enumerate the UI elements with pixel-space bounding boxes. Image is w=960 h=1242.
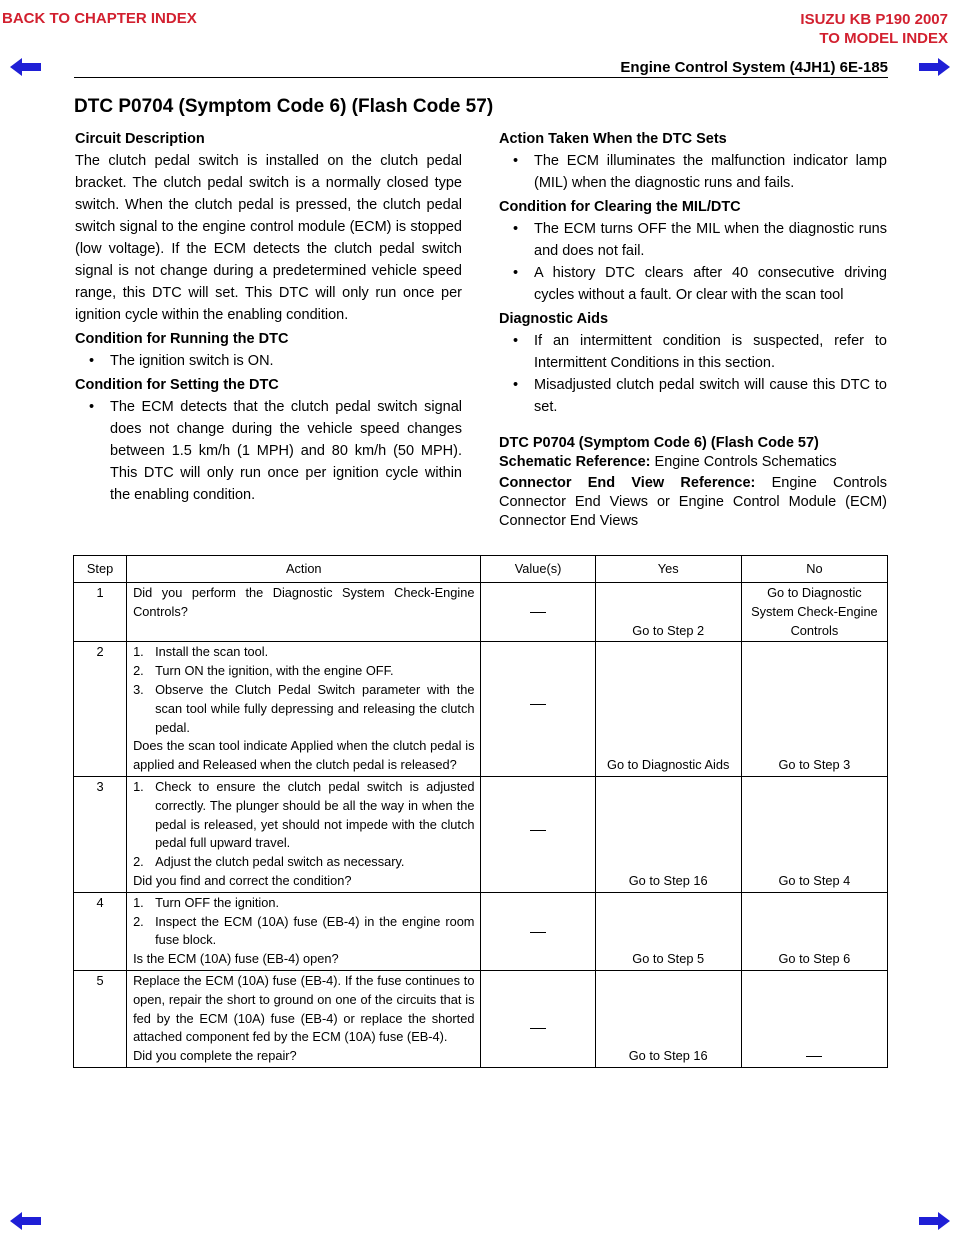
page-header-title: Engine Control System (4JH1) 6E-185 [620, 59, 888, 76]
back-to-chapter-index-link[interactable]: BACK TO CHAPTER INDEX [2, 10, 197, 27]
step-list-item: 1. Check to ensure the clutch pedal switch is adjusted correctly. The plunger should be all the way in when the pedal is released, yet should not impede with the clutch pedal full upward travel. [133, 778, 475, 851]
step-yes: Go to Step 16 [595, 776, 741, 892]
action-taken-heading: Action Taken When the DTC Sets [499, 131, 727, 147]
model-line-2: TO MODEL INDEX [819, 30, 948, 47]
step-text: Replace the ECM (10A) fuse (EB-4). If the fuse continues to open, repair the short to ground on one of the circuits that is fed by the ECM (10A) fuse (EB-4) or replace the shorted attached component fed by the ECM (10A) fuse (EB-4). [133, 972, 475, 1045]
model-index-link[interactable] [800, 10, 948, 48]
dash-icon [530, 704, 546, 705]
bullet-icon: • [513, 377, 519, 393]
bullet-icon: • [513, 153, 519, 169]
step-action [127, 970, 481, 1067]
dash-icon [530, 1028, 546, 1029]
prev-page-arrow-icon[interactable] [10, 58, 42, 76]
step-value [481, 776, 595, 892]
running-condition-item: • The ignition switch is ON. [89, 350, 462, 372]
table-header-row [74, 556, 888, 583]
step-no: Go to Step 4 [741, 776, 887, 892]
diagnostic-steps-table [73, 555, 888, 1068]
clearing-condition-heading: Condition for Clearing the MIL/DTC [499, 199, 741, 215]
step-value [481, 892, 595, 970]
clearing-condition-item: • A history DTC clears after 40 consecutive driving cycles without a fault. Or clear with the scan tool [513, 262, 887, 306]
clearing-condition-item: • The ECM turns OFF the MIL when the diagnostic runs and does not fail. [513, 218, 887, 262]
table-row [74, 776, 888, 892]
step-no: Go to Step 6 [741, 892, 887, 970]
header-step: Step [74, 556, 127, 583]
right-column [499, 126, 887, 531]
table-row [74, 892, 888, 970]
step-number: 1 [74, 583, 127, 642]
step-list-item: 2. Inspect the ECM (10A) fuse (EB-4) in the engine room fuse block. [133, 913, 475, 948]
left-column [75, 126, 462, 506]
table-row [74, 970, 888, 1067]
header-rule [74, 77, 888, 78]
bullet-icon: • [513, 265, 519, 281]
step-list-item: 1. Install the scan tool. [133, 644, 269, 660]
step-number: 4 [74, 892, 127, 970]
step-question: Did you complete the repair? [133, 1048, 297, 1064]
model-line-1: ISUZU KB P190 2007 [800, 11, 948, 28]
dtc-sub-title: DTC P0704 (Symptom Code 6) (Flash Code 57) [499, 435, 819, 451]
step-yes: Go to Step 2 [595, 583, 741, 642]
bullet-icon: • [513, 221, 519, 237]
circuit-description-heading: Circuit Description [75, 131, 205, 147]
step-list-item: 2. Adjust the clutch pedal switch as necessary. [133, 854, 405, 870]
step-action [127, 892, 481, 970]
dash-icon [530, 830, 546, 831]
diagnostic-aids-item: • Misadjusted clutch pedal switch will cause this DTC to set. [513, 374, 887, 418]
step-list-item: 3. Observe the Clutch Pedal Switch parameter with the scan tool while fully depressing and releasing the clutch pedal. [133, 681, 475, 735]
bullet-icon: • [89, 353, 95, 369]
diagnostic-aids-heading: Diagnostic Aids [499, 311, 609, 327]
setting-condition-heading: Condition for Setting the DTC [75, 377, 279, 393]
step-question: Did you find and correct the condition? [133, 872, 352, 888]
step-question: Did you perform the Diagnostic System Check-Engine Controls? [133, 585, 475, 619]
step-action [127, 642, 481, 777]
step-yes: Go to Step 5 [595, 892, 741, 970]
connector-reference: Connector End View Reference: Engine Controls Connector End Views or Engine Control Module (ECM) Connector End Views [499, 475, 887, 529]
step-value [481, 642, 595, 777]
step-action [127, 583, 481, 642]
table-row [74, 642, 888, 777]
document-title: DTC P0704 (Symptom Code 6) (Flash Code 57) [74, 96, 494, 117]
next-page-arrow-icon[interactable] [918, 58, 950, 76]
setting-condition-item: • The ECM detects that the clutch pedal switch signal does not change during the vehicle speed changes between 1.5 km/h (1 MPH) and 80 km/h (50 MPH). This DTC will only run once per ignition cycle within the enabling condition. [89, 396, 462, 506]
step-no [741, 970, 887, 1067]
action-taken-item: • The ECM illuminates the malfunction indicator lamp (MIL) when the diagnostic runs and fails. [513, 150, 887, 194]
bullet-icon: • [89, 399, 95, 415]
step-no: Go to Diagnostic System Check-Engine Controls [741, 583, 887, 642]
step-list-item: 2. Turn ON the ignition, with the engine OFF. [133, 663, 394, 679]
header-no: No [741, 556, 887, 583]
dash-icon [530, 932, 546, 933]
dash-icon [530, 612, 546, 613]
step-number: 2 [74, 642, 127, 777]
step-question: Is the ECM (10A) fuse (EB-4) open? [133, 951, 339, 967]
step-number: 3 [74, 776, 127, 892]
header-values: Value(s) [481, 556, 595, 583]
header-yes: Yes [595, 556, 741, 583]
table-row [74, 583, 888, 642]
step-list-item: 1. Turn OFF the ignition. [133, 894, 280, 910]
running-condition-heading: Condition for Running the DTC [75, 331, 289, 347]
circuit-description-text: The clutch pedal switch is installed on the clutch pedal bracket. The clutch pedal switch is a normally closed type switch. When the clutch pedal is pressed, the clutch pedal switch signal to the engine control module (ECM) is stopped (low voltage). If the ECM detects the clutch pedal switch signal is not change during a predetermined vehicle speed range, this DTC will set. This DTC will only run once per ignition cycle within the enabling condition. [75, 153, 462, 323]
step-question: Does the scan tool indicate Applied when the clutch pedal is applied and Released when the clutch pedal is released? [133, 738, 475, 773]
header-action: Action [127, 556, 481, 583]
prev-page-arrow-bottom-icon[interactable] [10, 1212, 42, 1230]
schematic-reference: Schematic Reference: Engine Controls Schematics [499, 454, 837, 470]
next-page-arrow-bottom-icon[interactable] [918, 1212, 950, 1230]
step-no: Go to Step 3 [741, 642, 887, 777]
diagnostic-aids-item: • If an intermittent condition is suspected, refer to Intermittent Conditions in this section. [513, 330, 887, 374]
step-yes: Go to Step 16 [595, 970, 741, 1067]
step-value [481, 583, 595, 642]
bullet-icon: • [513, 333, 519, 349]
dash-icon [806, 1056, 822, 1057]
step-value [481, 970, 595, 1067]
step-action [127, 776, 481, 892]
step-number: 5 [74, 970, 127, 1067]
step-yes: Go to Diagnostic Aids [595, 642, 741, 777]
